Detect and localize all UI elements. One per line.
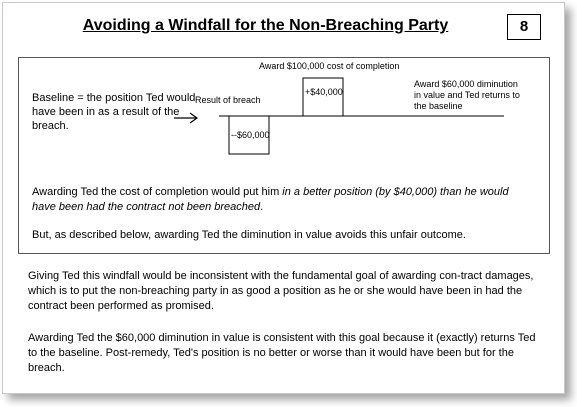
cost-of-completion-explanation: Awarding Ted the cost of completion would put him in a better position (by $40,000) than he would have been had the contract not been breached. bbox=[32, 186, 509, 213]
slide-title: Avoiding a Windfall for the Non-Breaching Party bbox=[82, 17, 449, 34]
breach-diagram bbox=[19, 58, 549, 253]
result-of-breach-label: Result of breach bbox=[195, 95, 261, 105]
diminution-explanation: But, as described below, awarding Ted the diminution in value avoids this unfair outcome. bbox=[32, 229, 466, 241]
diminution-label-line3: the baseline bbox=[414, 101, 463, 111]
baseline-paragraph: Awarding Ted the $60,000 diminution in value is consistent with this goal because it (exactly) returns Ted to the baseline. Post-remedy, Ted's position is no better or worse than it would have been but for the breach. bbox=[28, 332, 536, 374]
diminution-label-line2: in value and Ted returns to bbox=[414, 90, 520, 100]
positive-box bbox=[303, 78, 343, 116]
diagram-box bbox=[18, 57, 550, 254]
windfall-paragraph: Giving Ted this windfall would be inconsistent with the fundamental goal of awarding con-tract damages, which is to put the non-breaching party in as good a position as he or she would have been in had the contract been performed as promised. bbox=[28, 270, 534, 312]
negative-box-label: --$60,000 bbox=[231, 130, 270, 140]
diminution-label-line1: Award $60,000 diminution bbox=[414, 79, 518, 89]
baseline-description: Baseline = the position Ted would have been in as a result of the breach. bbox=[32, 92, 196, 132]
slide-page bbox=[2, 2, 565, 394]
cost-completion-label: Award $100,000 cost of completion bbox=[259, 61, 400, 71]
positive-box-label: +$40,000 bbox=[305, 87, 343, 97]
slide-number: 8 bbox=[507, 14, 541, 40]
